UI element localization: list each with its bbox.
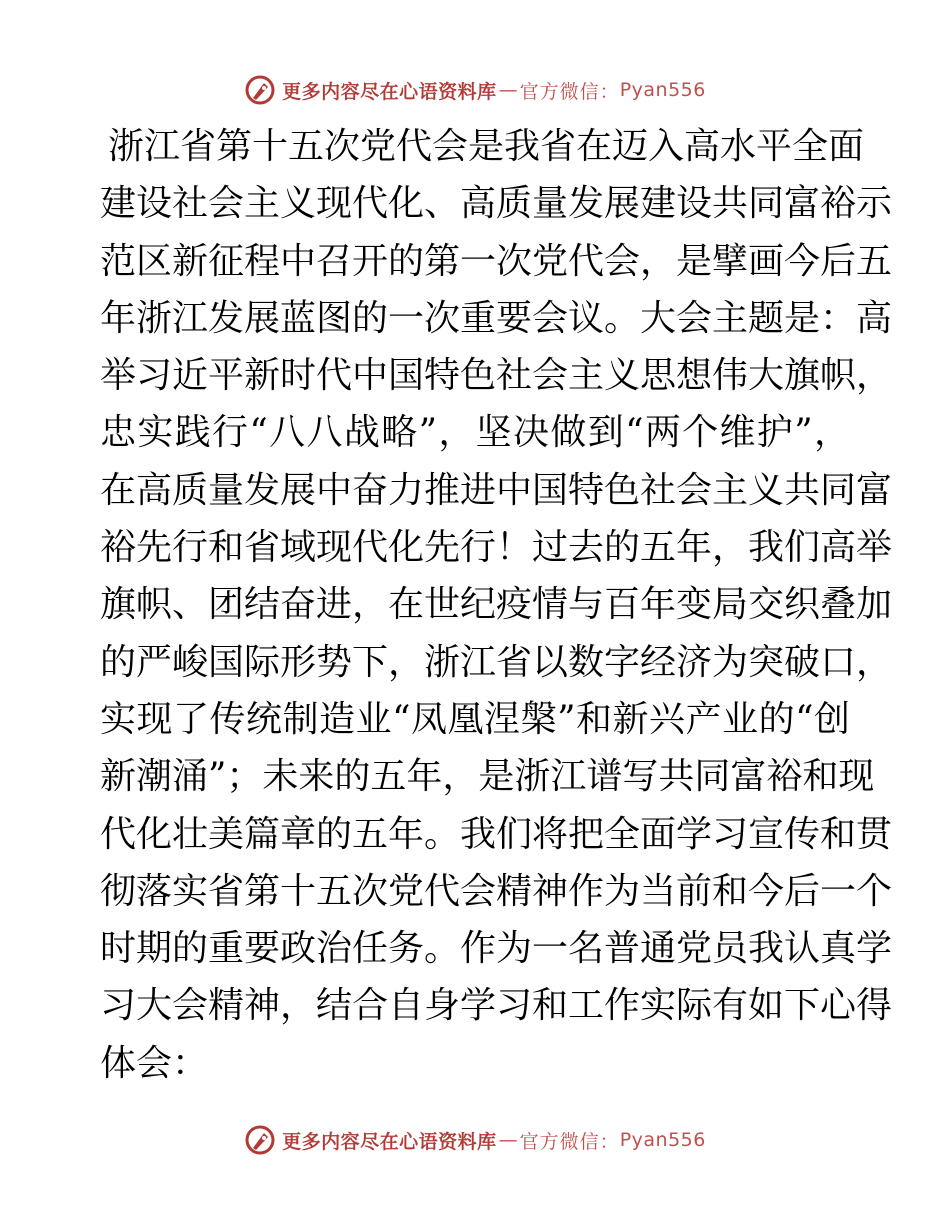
body-line-9: 旗帜、团结奋进，在世纪疫情与百年变局交织叠加 [100,584,893,626]
body-line-4: 年浙江发展蓝图的一次重要会议。大会主题是：高 [100,297,893,339]
body-line-6: 忠实践行“八八战略”，坚决做到“两个维护”， [100,412,850,454]
body-line-2: 建设社会主义现代化、高质量发展建设共同富裕示 [100,183,893,225]
body-line-5: 举习近平新时代中国特色社会主义思想伟大旗帜， [100,355,893,397]
pen-nib-logo-icon [244,74,276,106]
banner-contact-label: 官方微信： [519,1130,620,1153]
body-line-7: 在高质量发展中奋力推进中国特色社会主义共同富 [100,469,893,511]
body-line-14: 彻落实省第十五次党代会精神作为当前和今后一个 [100,870,893,912]
banner-contact-label: 官方微信： [519,80,620,103]
body-line-10: 的严峻国际形势下，浙江省以数字经济为突破口， [100,641,893,683]
body-line-15: 时期的重要政治任务。作为一名普通党员我认真学 [100,928,893,970]
header-banner [0,70,950,110]
body-line-12: 新潮涌”；未来的五年，是浙江谱写共同富裕和现 [100,756,875,798]
body-line-17: 体会： [100,1042,209,1084]
pen-nib-logo-icon [244,1124,276,1156]
banner-wechat-handle: Pyan556 [619,79,706,101]
banner-wechat-handle: Pyan556 [619,1129,706,1151]
body-line-16: 习大会精神，结合自身学习和工作实际有如下心得 [100,985,893,1027]
footer-banner [0,1120,950,1160]
banner-brand-text: 更多内容尽在心语资料库 [282,80,497,103]
banner-dash: — [498,1129,518,1151]
body-line-8: 裕先行和省域现代化先行！过去的五年，我们高举 [100,527,893,569]
body-line-3: 范区新征程中召开的第一次党代会，是擘画今后五 [100,240,893,282]
banner-brand-text: 更多内容尽在心语资料库 [282,1130,497,1153]
body-line-1: 浙江省第十五次党代会是我省在迈入高水平全面 [108,126,865,167]
body-line-11: 实现了传统制造业“凤凰涅槃”和新兴产业的“创 [100,698,850,740]
banner-dash: — [498,79,518,101]
document-body [100,118,893,1092]
body-line-13: 代化壮美篇章的五年。我们将把全面学习宣传和贯 [100,813,893,855]
